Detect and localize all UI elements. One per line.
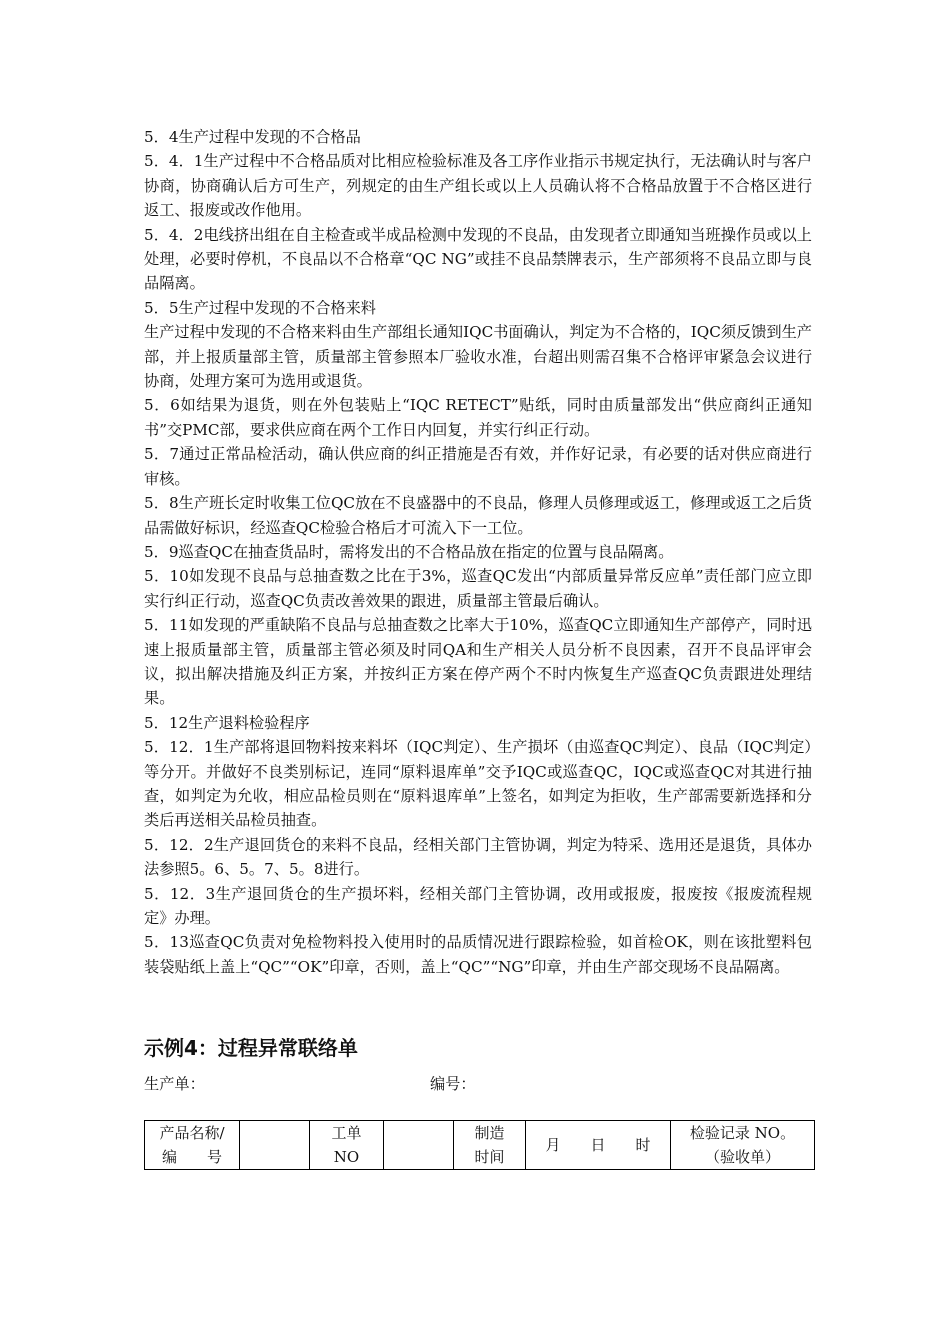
paragraph-5-13: 5．13巡查QC负责对免检物料投入使用时的品质情况进行跟踪检验，如首检OK，则在该批塑料包装袋贴纸上盖上“QC”“OK”印章，否则，盖上“QC”“NG”印章，并由生产部交现场不良品隔离。 xyxy=(144,933,812,976)
paragraph-5-4: 5．4生产过程中发现的不合格品 xyxy=(144,128,361,146)
process-exception-form-table xyxy=(144,1120,815,1170)
manufacture-label: 制造 xyxy=(474,1124,505,1142)
month-day-hour-cell[interactable]: 月 日 时 xyxy=(526,1121,671,1170)
paragraph-5-12: 5．12生产退料检验程序 xyxy=(144,713,310,732)
paragraph-5-11: 5．11如发现的严重缺陷不良品与总抽查数之比率大于10%，巡查QC立即通知生产部停产，同时迅速上报质量部主管，质量部主管必须及时同QA和生产相关人员分析不良因素，召开不良品评审会议，拟出解决措施及纠正方案，并按纠正方案在停产两个不时内恢复生产巡查QC负责跟进处理结果。 xyxy=(144,616,812,708)
paragraph-5-12-3: 5．12．3生产退回货仓的生产损坏料，经相关部门主管协调，改用或报废，报废按《报废流程规定》办理。 xyxy=(144,884,812,927)
product-name-header-cell xyxy=(145,1121,240,1170)
table-row xyxy=(145,1121,815,1170)
inspection-record-header-cell xyxy=(671,1121,815,1170)
product-name-value-cell[interactable] xyxy=(240,1121,310,1170)
paragraph-5-6: 5．6如结果为退货，则在外包装贴上“IQC RETECT”贴纸，同时由质量部发出“供应商纠正通知书”交PMC部，要求供应商在两个工作日内回复，并实行纠正行动。 xyxy=(144,396,812,439)
serial-number-label: 编号： xyxy=(430,1075,476,1093)
work-order-header-cell xyxy=(310,1121,384,1170)
acceptance-sheet-label: （验收单） xyxy=(704,1148,780,1166)
paragraph-5-7: 5．7通过正常品检活动，确认供应商的纠正措施是否有效，并作好记录，有必要的话对供应商进行审核。 xyxy=(144,445,812,488)
paragraph-5-4-1: 5．4．1生产过程中不合格品质对比相应检验标准及各工序作业指示书规定执行，无法确认时与客户协商，协商确认后方可生产，列规定的由生产组长或以上人员确认将不合格品放置于不合格区进行返工、报废或改作他用。 xyxy=(144,152,812,220)
product-name-label: 产品名称/ xyxy=(159,1124,225,1142)
paragraph-5-5-body: 生产过程中发现的不合格来料由生产部组长通知IQC书面确认，判定为不合格的，IQC须反馈到生产部，并上报质量部主管，质量部主管参照本厂验收水准，台超出则需召集不合格评审紧急会议进行协商，处理方案可为选用或退货。 xyxy=(144,323,812,391)
paragraph-5-12-1: 5．12．1生产部将退回物料按来料坏（IQC判定）、生产损坏（由巡查QC判定）、良品（IQC判定）等分开。并做好不良类别标记，连同“原料退库单”交予IQC或巡查QC，IQC或巡查QC对其进行抽查，如判定为允收，相应品检员则在“原料退库单”上签名，如判定为拒收，生产部需要新选择和分类后再送相关品检员抽查。 xyxy=(144,738,812,830)
paragraph-5-10: 5．10如发现不良品与总抽查数之比在于3%，巡查QC发出“内部质量异常反应单”责任部门应立即实行纠正行动，巡查QC负责改善效果的跟进，质量部主管最后确认。 xyxy=(144,567,812,610)
paragraph-5-8: 5．8生产班长定时收集工位QC放在不良盛器中的不良品，修理人员修理或返工，修理或返工之后货品需做好标识，经巡查QC检验合格后才可流入下一工位。 xyxy=(144,494,812,537)
example-heading: 示例4：过程异常联络单 xyxy=(144,1036,358,1060)
production-order-label: 生产单： xyxy=(144,1075,205,1093)
procedure-text xyxy=(144,125,812,979)
paragraph-5-4-2: 5．4．2电线挤出组在自主检查或半成品检测中发现的不良品，由发现者立即通知当班操作员或以上处理，必要时停机，不良品以不合格章“QC NG”或挂不良品禁牌表示，生产部须将不良品立即与良品隔离。 xyxy=(144,225,812,293)
paragraph-5-5: 5．5生产过程中发现的不合格来料 xyxy=(144,298,376,317)
manufacture-time-header-cell xyxy=(454,1121,526,1170)
work-order-no-label: NO xyxy=(333,1148,360,1166)
paragraph-5-9: 5．9巡查QC在抽查货品时，需将发出的不合格品放在指定的位置与良品隔离。 xyxy=(144,542,674,561)
product-number-label: 编 号 xyxy=(161,1148,222,1166)
inspection-record-label: 检验记录 NO。 xyxy=(689,1124,796,1142)
work-order-value-cell[interactable] xyxy=(384,1121,454,1170)
paragraph-5-12-2: 5．12．2生产退回货仓的来料不良品，经相关部门主管协调，判定为特采、选用还是退货，具体办法参照5。6、5。7、5。8进行。 xyxy=(144,835,812,879)
work-order-label: 工单 xyxy=(331,1124,362,1142)
time-label: 时间 xyxy=(474,1148,505,1166)
